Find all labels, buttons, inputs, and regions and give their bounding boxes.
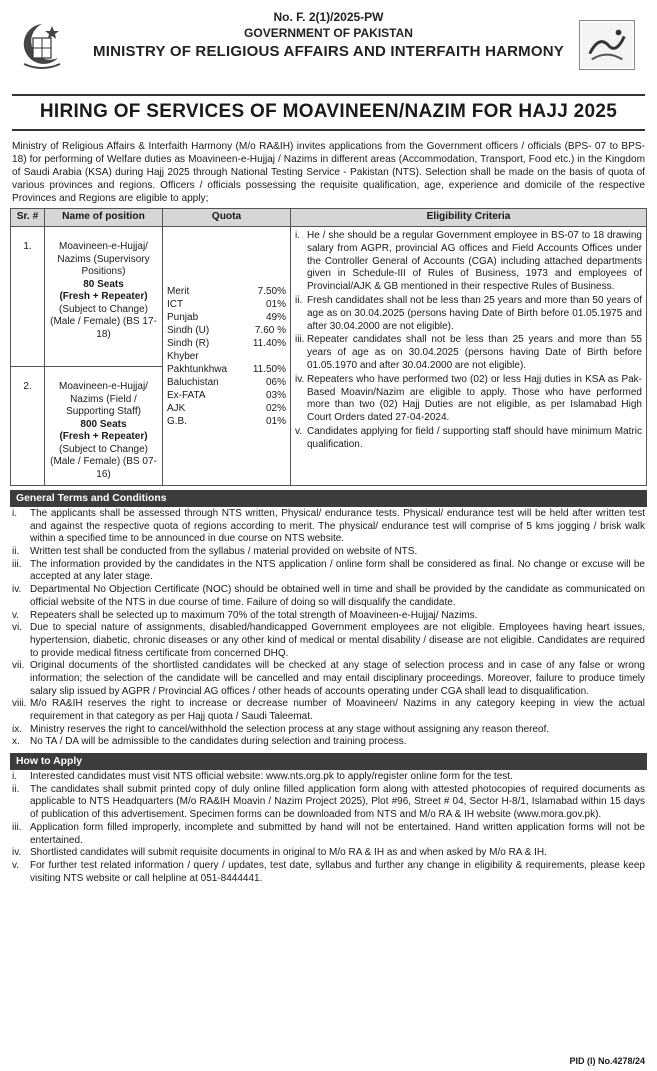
list-item: i. The applicants shall be assessed through NTS written, Physical/ endurance tests. Physical/ endurance test will be held after written test and against the respective quota of regions according to merit. The physical/ endurance test will comprise of 5 kms jogging / brisk walk within a specified time to be announced in due course on NTS website. <box>12 508 645 545</box>
list-item: iii. The information provided by the candidates in the NTS application / online form shall be considered as final. No change or excuse will be accepted at any later stage. <box>12 558 645 583</box>
position-cell <box>45 227 163 367</box>
list-item: vii. Original documents of the shortlisted candidates will be checked at any stage of selection process and in case of any false or wrong information; the selection of the candidate will be cancelled and may entail disciplinary proceedings. Moreover, failure to produce timely salary slip issued by AGPR / Provincial AG offices / other heads of accounts operating under CGA shall lead to disqualification. <box>12 660 645 697</box>
general-terms-heading: General Terms and Conditions <box>10 490 647 507</box>
quota-item: Baluchistan 06% <box>167 376 286 388</box>
quota-item: Khyber <box>167 350 199 362</box>
quota-item: G.B. 01% <box>167 415 286 427</box>
page-title: HIRING OF SERVICES OF MOAVINEEN/NAZIM FOR HAJJ 2025 <box>12 94 645 131</box>
header-quota: Quota <box>163 209 291 227</box>
list-item: iv. Shortlisted candidates will submit requisite documents in original to M/o RA & IH as and when asked by M/o RA & IH. <box>12 847 547 859</box>
intro-paragraph: Ministry of Religious Affairs & Interfaith Harmony (M/o RA&IH) invites applications from the Government officers / officials (BPS- 07 to BPS-18) for performing of Welfare duties as Moavineen-e-Hujjaj / Nazims in different areas (Accommodation, Transport, Food etc.) in the Kingdom of Saudi Arabia (KSA) during Hajj 2025 through National Testing Service - Pakistan (NTS). Selection shall be made on the basis of quota of various provinces and regions. Officers / officials possessing the requisite qualification, age, experience and domicile of the respective Provinces and Regions are eligible to apply; <box>12 140 645 205</box>
list-item: v. Candidates applying for field / supporting staff should have minimum Matric qualification. <box>295 426 642 450</box>
campaign-logo <box>579 20 635 70</box>
state-emblem-icon <box>16 20 68 72</box>
position-cell <box>45 367 163 486</box>
positions-table <box>10 208 647 486</box>
table-row <box>11 227 647 367</box>
how-to-apply-heading: How to Apply <box>10 753 647 770</box>
position-type: (Fresh + Repeater) <box>59 431 148 443</box>
header-position: Name of position <box>45 209 163 227</box>
eligibility-cell <box>291 227 647 486</box>
how-to-apply-list <box>10 770 647 885</box>
list-item: x. No TA / DA will be admissible to the candidates during selection and training process. <box>12 736 407 748</box>
reference-number: No. F. 2(1)/2025-PW <box>273 10 384 24</box>
quota-item: AJK 02% <box>167 402 286 414</box>
list-item: viii. M/o RA&IH reserves the right to increase or decrease number of Moavineen/ Nazims in any category keeping in view the actual requirement in that category as per Hajj quota / Saudi Taleemat. <box>12 698 645 723</box>
list-item: iv. Departmental No Objection Certificate (NOC) should be obtained well in time and shall be provided by the candidate as communicated on official website of the NTS in due course of time. Failure of doing so will disqualify the candidate. <box>12 584 645 608</box>
position-type: (Fresh + Repeater) <box>59 291 148 303</box>
list-item: iii. Repeater candidates shall not be less than 25 years and more than 55 years of age as on 30.04.2025 (persons having Date of Birth before 01.05.1970 and after 30.04.2000 are not eligible). <box>295 334 642 372</box>
list-item: vi. Due to special nature of assignments, disabled/handicapped Government employees are not eligible. Employees having heart issues, hypertension, diabetic, chronic diseases or any other kind of medical or mental disability / disease are not eligible. Candidates are required to provide medical fitness certificate from concerned DHQ. <box>12 622 645 659</box>
quota-item: Punjab 49% <box>167 311 286 323</box>
list-item: i. Interested candidates must visit NTS official website: www.nts.org.pk to apply/register online form for the test. <box>12 771 513 783</box>
quota-item: Merit 7.50% <box>167 285 286 297</box>
row-sr: 1. <box>11 227 45 367</box>
position-seats: 80 Seats <box>83 278 124 290</box>
pid-number: PID (I) No.4278/24 <box>569 1055 645 1066</box>
list-item: v. For further test related information / query / updates, test date, syllabus and further any change in eligibility & requirements, please keep visiting NTS website or call helpline at 051-8444441. <box>12 859 645 884</box>
government-line: GOVERNMENT OF PAKISTAN <box>244 26 413 40</box>
quota-item: ICT 01% <box>167 298 286 310</box>
list-item: iv. Repeaters who have performed two (02) or less Hajj duties in KSA as Pak-Based Moavin/Nazim are eligible to apply. Those who have performed more than two (02) Hajj Duties are not eligible, as per Islamabad High Court Orders dated 27-04-2024. <box>295 373 642 424</box>
quota-item: Sindh (R) 11.40% <box>167 337 286 349</box>
header-eligibility: Eligibility Criteria <box>291 209 647 227</box>
position-name: Moavineen-e-Hujjaj/ Nazims (Supervisory Positions) <box>57 241 150 278</box>
list-item: iii. Application form filled improperly, incomplete and submitted by hand will not be entertained. Hand written application forms will not be entertained. <box>12 821 645 846</box>
quota-cell <box>163 227 291 486</box>
quota-item: Ex-FATA 03% <box>167 389 286 401</box>
quota-item: Sindh (U) 7.60 % <box>167 324 286 336</box>
list-item: ii. Written test shall be conducted from the syllabus / material provided on website of NTS. <box>12 546 418 558</box>
ministry-name: MINISTRY OF RELIGIOUS AFFAIRS AND INTERFAITH HARMONY <box>93 43 564 60</box>
position-seats: 800 Seats <box>80 418 127 430</box>
list-item: ix. Ministry reserves the right to cancel/withhold the selection process at any stage without assigning any reason thereof. <box>12 723 550 735</box>
general-terms-list <box>10 507 647 749</box>
header <box>10 10 647 92</box>
position-detail: (Subject to Change) (Male / Female) (BS 17-18) <box>50 303 157 340</box>
list-item: v. Repeaters shall be selected up to maximum 70% of the total strength of Moavineen-e-Hujjaj/ Nazims. <box>12 609 478 621</box>
header-sr: Sr. # <box>11 209 45 227</box>
position-detail: (Subject to Change) (Male / Female) (BS 07-16) <box>50 443 157 480</box>
list-item: ii. Fresh candidates shall not be less than 25 years and more than 50 years of age as on 30.04.2025 (persons having Date of Birth before 01.05.1975 and after 30.04.2000 are not eligible). <box>295 295 642 332</box>
list-item: i. He / she should be a regular Government employee in BS-07 to 18 drawing salary from AGPR, provincial AG offices and Field Accounts Offices under the Controller General of Accounts (CGA) including attached departments given in Schedule-III of Rules of Business, 1973 and employees of Provincial/AJK & GB mentioned in their respective Rules of Business. <box>295 230 642 293</box>
row-sr: 2. <box>11 367 45 486</box>
position-name: Moavineen-e-Hujjaj/ Nazims (Field / Supporting Staff) <box>59 381 148 418</box>
quota-item: Pakhtunkhwa 11.50% <box>167 363 286 375</box>
list-item: ii. The candidates shall submit printed copy of duly online filled application form along with attested photocopies of required documents as applicable to NTS Headquarters (M/o RA&IH Moavin / Nazim Project 2025), Plot #96, Street # 04, Sector H-8/1, Islamabad within 15 days of publication of this advertisement. Specimen forms can be downloaded from NTS and M/o RA & IH website (www.mora.gov.pk). <box>12 783 645 821</box>
